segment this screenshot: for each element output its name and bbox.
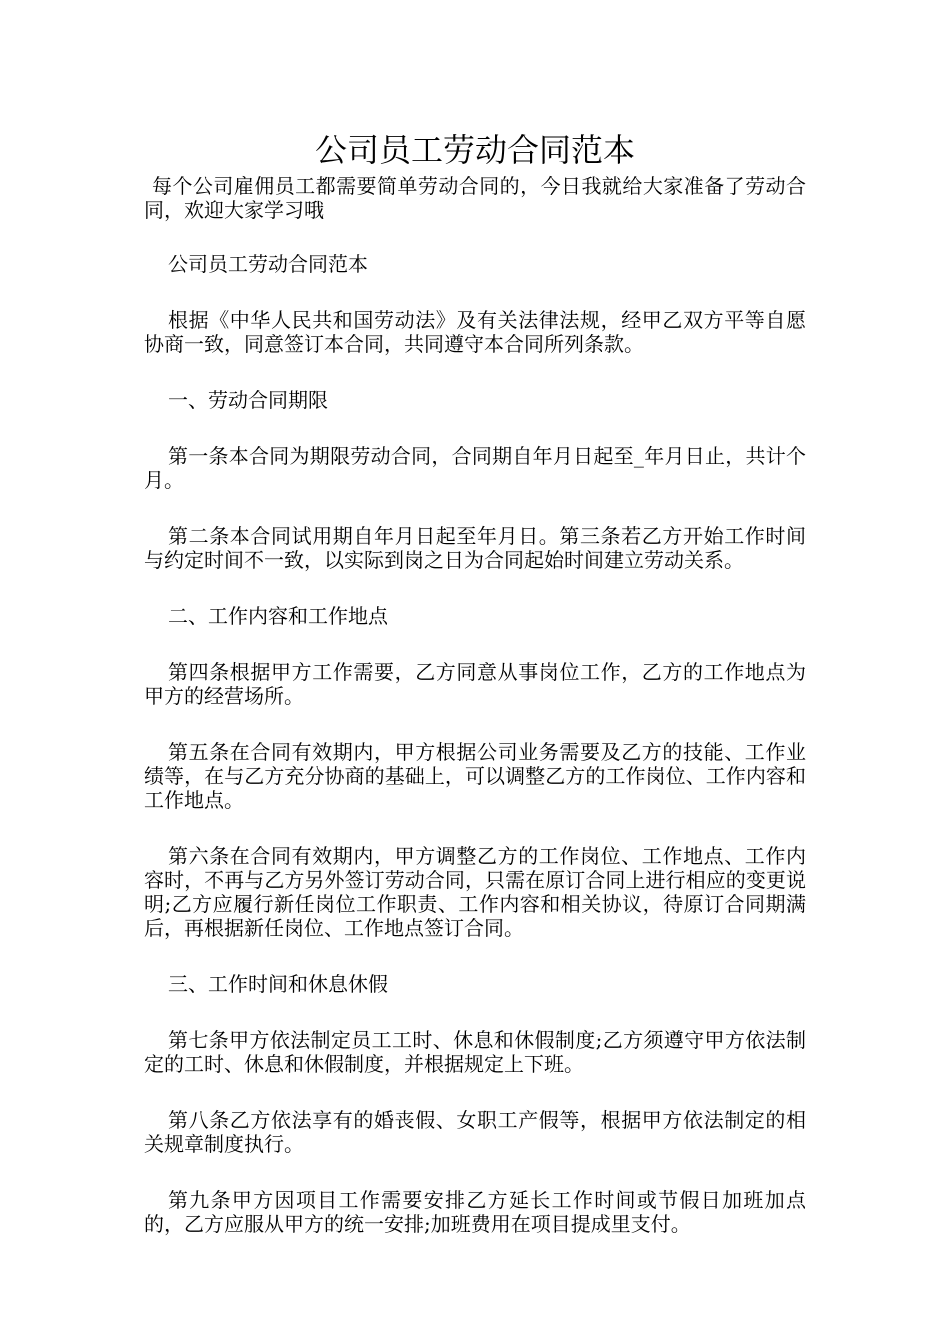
article-7: 第七条甲方依法制定员工工时、休息和休假制度;乙方须遵守甲方依法制定的工时、休息和休假制度，并根据规定上下班。 (144, 1028, 806, 1076)
document-title: 公司员工劳动合同范本 (314, 131, 635, 169)
intro-paragraph: 每个公司雇佣员工都需要简单劳动合同的，今日我就给大家准备了劳动合同，欢迎大家学习哦 (144, 174, 806, 222)
section-heading-3: 三、工作时间和休息休假 (168, 972, 388, 996)
article-1: 第一条本合同为期限劳动合同，合同期自年月日起至_年月日止，共计个月。 (144, 444, 806, 492)
article-6: 第六条在合同有效期内，甲方调整乙方的工作岗位、工作地点、工作内容时，不再与乙方另外签订劳动合同，只需在原订合同上进行相应的变更说明;乙方应履行新任岗位工作职责、工作内容和相关协议，待原订合同期满后，再根据新任岗位、工作地点签订合同。 (144, 844, 806, 940)
subtitle-paragraph: 公司员工劳动合同范本 (168, 252, 368, 276)
article-5: 第五条在合同有效期内，甲方根据公司业务需要及乙方的技能、工作业绩等，在与乙方充分协商的基础上，可以调整乙方的工作岗位、工作内容和工作地点。 (144, 740, 806, 812)
article-8: 第八条乙方依法享有的婚丧假、女职工产假等，根据甲方依法制定的相关规章制度执行。 (144, 1108, 806, 1156)
section-heading-2: 二、工作内容和工作地点 (168, 604, 388, 628)
article-4: 第四条根据甲方工作需要，乙方同意从事岗位工作，乙方的工作地点为甲方的经营场所。 (144, 660, 806, 708)
preamble-paragraph: 根据《中华人民共和国劳动法》及有关法律法规，经甲乙双方平等自愿协商一致，同意签订本合同，共同遵守本合同所列条款。 (144, 308, 806, 356)
article-9: 第九条甲方因项目工作需要安排乙方延长工作时间或节假日加班加点的，乙方应服从甲方的统一安排;加班费用在项目提成里支付。 (144, 1188, 806, 1236)
article-2-3: 第二条本合同试用期自年月日起至年月日。第三条若乙方开始工作时间与约定时间不一致，以实际到岗之日为合同起始时间建立劳动关系。 (144, 524, 806, 572)
section-heading-1: 一、劳动合同期限 (168, 388, 328, 412)
document-body (144, 128, 806, 1268)
